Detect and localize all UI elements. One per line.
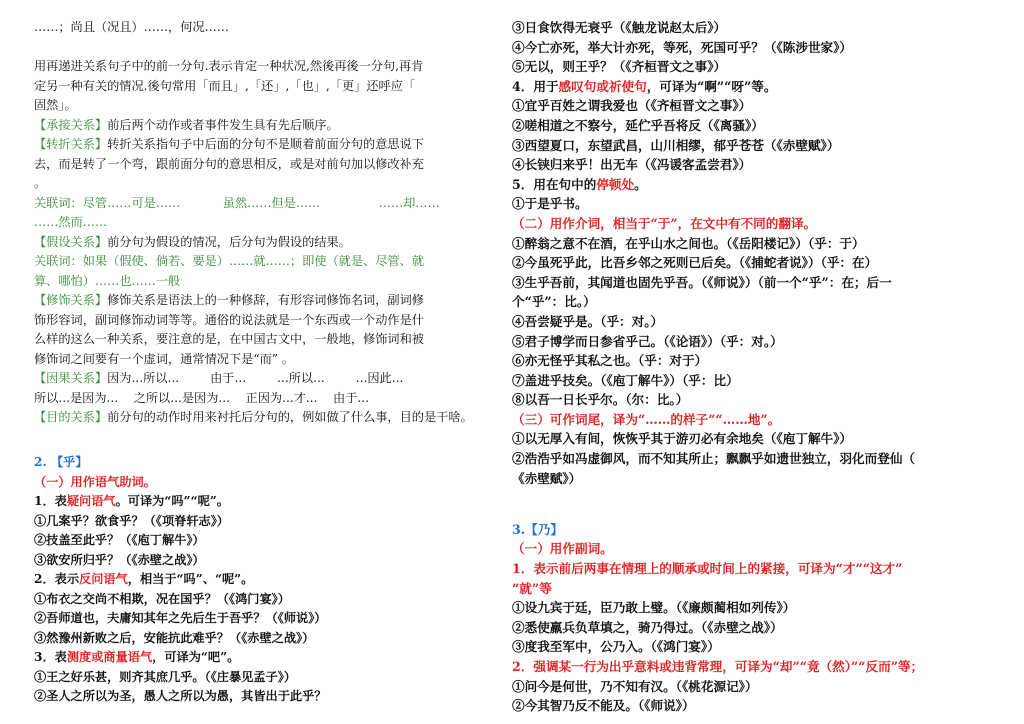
lianci-item: 虽然……但是…… xyxy=(222,195,321,210)
point-key: 停顿处 xyxy=(596,176,635,192)
subheading: （一）用作副词。 xyxy=(512,541,613,557)
jiashe-paragraph xyxy=(34,233,504,253)
example-line: ⑧以吾一日长乎尔。（尔：比。） xyxy=(512,392,689,408)
subheading: （一）用作语气助词。 xyxy=(34,474,156,489)
lianci-line: 算、哪怕）……也……一般 xyxy=(34,273,181,288)
yinguo-tag: 【因果关系】 xyxy=(34,371,108,385)
example-line: ①以无厚入有间，恢恢乎其于游刃必有余地矣（《庖丁解牛》） xyxy=(512,431,853,447)
mudi-text: 前分句的动作时用来衬托后分句的，例如做了什么事，目的是干啥。 xyxy=(107,410,473,424)
point-key: 反问语气 xyxy=(79,572,128,586)
top-line: ……；尚且（况且）……，何况…… xyxy=(34,20,229,34)
example-line: ④长铗归来乎！出无车（《冯谖客孟尝君》） xyxy=(512,157,752,173)
xiushi-tag: 【修饰关系】 xyxy=(34,293,108,307)
lianci-line xyxy=(34,194,504,214)
xiushi-paragraph xyxy=(34,291,504,311)
intro-line: 固然」。 xyxy=(34,98,77,112)
zhuanzhe-text: 转折关系指句子中后面的分句不是顺着前面分句的意思说下 xyxy=(107,137,424,151)
example-line: ⑦盖进乎技矣。（《庖丁解牛》）（乎：比） xyxy=(512,372,739,388)
xiushi-line: 么样的这么一种关系，要注意的是，在中国古文中，一般地，修饰词和被 xyxy=(34,332,424,346)
example-line: 个“乎”：比。） xyxy=(512,294,596,310)
yinguo-paragraph xyxy=(34,369,504,389)
xiushi-text: 修饰关系是语法上的一种修辞，有形容词修饰名词，副词修 xyxy=(107,293,424,307)
point-key: 疑问语气 xyxy=(66,494,116,508)
mudi-tag: 【目的关系】 xyxy=(34,410,108,424)
xiushi-line: 饰形容词，副词修饰动词等等。通俗的说法就是一个东西或一个动作是什 xyxy=(34,312,424,327)
example-line: ①醉翁之意不在酒，在乎山水之间也。（《岳阳楼记》）（乎：于） xyxy=(512,235,865,251)
right-column xyxy=(512,18,1010,716)
chengjie-paragraph xyxy=(34,116,504,136)
example-line: ②圣人之所以为圣，愚人之所以为愚，其皆出于此乎？ xyxy=(34,689,327,703)
section-number: 3. xyxy=(512,521,526,537)
example-line: ①于是乎书。 xyxy=(512,196,588,212)
point-heading xyxy=(512,175,1010,195)
lianci-line: ……然而…… xyxy=(34,215,108,229)
section-title-hu xyxy=(34,453,504,473)
xiushi-line: 修饰词之间要有一个虚词，通常情况下是“而” 。 xyxy=(34,351,295,366)
yinguo-line: 所以...是因为... 之所以...是因为... 正因为...才... 由于... xyxy=(34,390,370,405)
point-heading: “就”等 xyxy=(512,580,552,596)
example-line: ①设九宾于廷，臣乃敢上璧。（《廉颇蔺相如列传》） xyxy=(512,600,796,616)
mudi-paragraph xyxy=(34,408,504,428)
example-line: ②吾师道也，夫庸知其年之先后生于吾乎？（《师说》） xyxy=(34,611,327,625)
example-line: ②悉使羸兵负草填之，骑乃得过。（《赤壁之战》） xyxy=(512,619,783,635)
yinguo-text: 因为...所以... 由于... ...所以... ...因此... xyxy=(107,371,404,385)
point-prefix: 2．表示 xyxy=(34,572,80,586)
example-line: ⑥亦无怪乎其私之也。（乎：对于） xyxy=(512,353,708,369)
section-tag: 【乃】 xyxy=(525,521,563,537)
zhuanzhe-paragraph xyxy=(34,135,504,155)
example-line: ③日食饮得无衰乎（《触龙说赵太后》） xyxy=(512,20,727,35)
point-heading: 1．表示前后两事在情理上的顺承或时间上的紧接，可译为“才”“这才” xyxy=(512,560,903,576)
section-title-nai xyxy=(512,520,1010,540)
zhuanzhe-line: 去，而是转了一个弯，跟前面分句的意思相反，或是对前句加以修改补充 xyxy=(34,156,424,171)
subheading: （二）用作介词，相当于“于”，在文中有不同的翻译。 xyxy=(512,215,817,231)
chengjie-text: 前后两个动作或者事件发生具有先后顺序。 xyxy=(107,117,339,132)
example-line: ⑤君子博学而日参省乎己。（《论语》）（乎：对。） xyxy=(512,333,783,349)
point-suffix: 。 xyxy=(634,176,647,192)
point-suffix: ，可译为“吧”。 xyxy=(152,650,240,664)
point-heading: 2．强调某一行为出乎意料或违背常理，可译为“却”“竟（然）”“反而”等； xyxy=(512,658,924,674)
intro-line: 用再递进关系句子中的前一分句.表示肯定一种状况,然後再後一分句,再肯 xyxy=(34,59,424,73)
jiashe-tag: 【假设关系】 xyxy=(34,234,108,249)
example-line: ②今虽死乎此，比吾乡邻之死则已后矣。（《捕蛇者说》）（乎：在） xyxy=(512,255,878,271)
point-heading xyxy=(34,492,504,512)
example-line: ①布衣之交尚不相欺，况在国乎？（《鸿门宴》） xyxy=(34,591,290,606)
example-line: ③生乎吾前，其闻道也固先乎吾。（《师说》）（前一个“乎”：在；后一 xyxy=(512,274,892,290)
example-line: ②技盖至此乎？（《庖丁解牛》） xyxy=(34,533,205,547)
jiashe-text: 前分句为假设的情况，后分句为假设的结果。 xyxy=(107,234,351,249)
point-heading xyxy=(34,648,504,668)
point-key: 感叹句或祈使句 xyxy=(558,78,647,94)
example-line: ①王之好乐甚，则齐其庶几乎。（《庄暴见孟子》） xyxy=(34,669,297,684)
example-line: ③然豫州新败之后，安能抗此难乎？（《赤壁之战》） xyxy=(34,630,315,645)
point-heading xyxy=(512,77,1010,97)
point-prefix: 5．用在句中的 xyxy=(512,176,597,192)
point-suffix: ，相当于“吗”、“呢”。 xyxy=(127,572,254,586)
example-line: ④今亡亦死，举大计亦死，等死，死国可乎？（《陈涉世家》） xyxy=(512,39,853,55)
lianci-item: 尽管……可是…… xyxy=(82,195,181,210)
section-tag: 【乎】 xyxy=(50,455,88,469)
lianci-item: ……却…… xyxy=(378,195,440,210)
example-line: ①问今是何世，乃不知有汉。（《桃花源记》） xyxy=(512,678,758,694)
point-prefix: 1．表 xyxy=(34,494,67,508)
example-line: ①几案乎？欲食乎？（《项脊轩志》） xyxy=(34,513,229,528)
left-column xyxy=(34,18,504,707)
example-line: ②浩浩乎如冯虚御风，而不知其所止；飘飘乎如遗世独立，羽化而登仙（ xyxy=(512,451,915,467)
example-line: ③度我至军中，公乃入。（《鸿门宴》） xyxy=(512,639,720,655)
subheading: （三）可作词尾，译为“……的样子”“……地”。 xyxy=(512,411,781,427)
example-line: ⑤无以，则王乎？（《齐桓晋文之事》） xyxy=(512,59,727,75)
point-prefix: 4．用于 xyxy=(512,78,559,94)
lianci-line: 关联词：如果（假使、倘若、要是）……就……；即使（就是、尽管、就 xyxy=(34,254,424,268)
point-prefix: 3．表 xyxy=(34,650,67,664)
example-line: 《赤壁赋》） xyxy=(512,470,582,486)
example-line: ④吾尝疑乎是。（乎：对。） xyxy=(512,313,664,329)
intro-line: 定另一种有关的情况.後句常用「而且」,「还」,「也」,「更」还呼应「 xyxy=(34,78,416,93)
example-line: ②今其智乃反不能及。（《师说》） xyxy=(512,698,695,714)
example-line: ③西望夏口，东望武昌，山川相缪，郁乎苍苍（《赤壁赋》） xyxy=(512,137,840,153)
point-suffix: 。可译为“吗”“呢”。 xyxy=(115,494,229,508)
point-heading xyxy=(34,570,504,590)
section-number: 2. xyxy=(34,455,47,469)
example-line: ③欲安所归乎？（《赤壁之战》） xyxy=(34,552,205,567)
point-key: 测度或商量语气 xyxy=(66,650,153,664)
example-line: ②嗟相道之不察兮，延伫乎吾将反（《离骚》） xyxy=(512,117,764,133)
zhuanzhe-line: 。 xyxy=(34,176,47,190)
zhuanzhe-tag: 【转折关系】 xyxy=(34,137,108,151)
chengjie-tag: 【承接关系】 xyxy=(34,117,108,132)
point-suffix: ，可译为“啊”“呀”等。 xyxy=(646,78,777,94)
example-line: ①宜乎百姓之谓我爱也（《齐桓晋文之事》） xyxy=(512,98,752,114)
lianci-tag: 关联词： xyxy=(34,195,83,210)
